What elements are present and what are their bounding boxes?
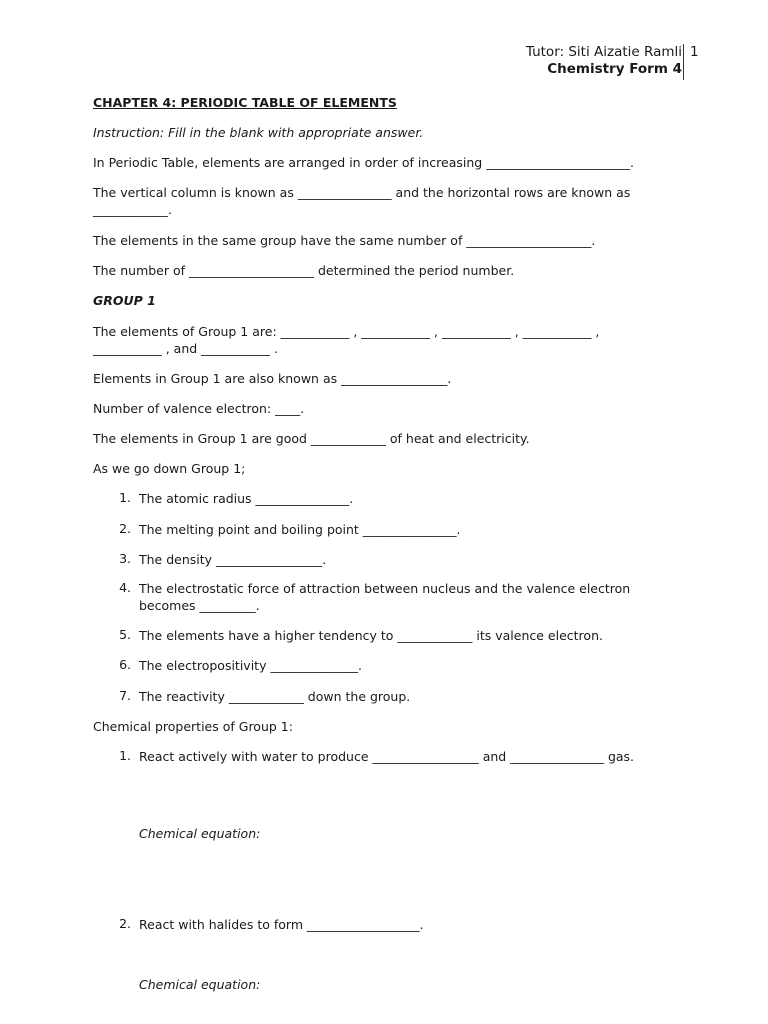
list-number: 2.: [119, 521, 131, 536]
list-number: 7.: [119, 688, 131, 703]
instruction: Instruction: Fill in the blank with appropriate answer.: [93, 125, 424, 140]
list-text: The electrostatic force of attraction between nucleus and the valence electron becomes _________.: [139, 581, 631, 613]
list-number: 4.: [119, 580, 131, 595]
chemical-equation-label-2: Chemical equation:: [139, 977, 261, 992]
question-2-line-2: ____________.: [93, 202, 172, 217]
chemical-properties-heading: Chemical properties of Group 1:: [93, 719, 293, 734]
chemical-equation-label-1: Chemical equation:: [139, 826, 261, 841]
group1-q5: As we go down Group 1;: [93, 461, 246, 476]
header-tutor-block: [526, 44, 682, 78]
question-2-line-1: The vertical column is known as _______________ and the horizontal rows are known as: [93, 185, 631, 200]
group1-q2: Elements in Group 1 are also known as _________________.: [93, 371, 452, 386]
group1-q1-line-2: ___________ , and ___________ .: [93, 341, 278, 356]
list-text: The elements have a higher tendency to ____________ its valence electron.: [139, 628, 603, 643]
group1-q3: Number of valence electron: ____.: [93, 401, 305, 416]
chapter-title: CHAPTER 4: PERIODIC TABLE OF ELEMENTS: [93, 95, 397, 110]
question-1: In Periodic Table, elements are arranged in order of increasing _______________________.: [93, 155, 634, 170]
subject-form: Chemistry Form 4: [547, 61, 682, 77]
page-number: 1: [690, 44, 699, 60]
list-number: 1.: [119, 490, 131, 505]
list-text: The electropositivity ______________.: [139, 658, 362, 673]
list-number: 5.: [119, 627, 131, 642]
list-text: The reactivity ____________ down the group.: [139, 689, 411, 704]
header-divider: [683, 44, 684, 80]
list-text: React actively with water to produce _________________ and _______________ gas.: [139, 749, 635, 764]
list-number: 1.: [119, 748, 131, 763]
question-4: The number of ____________________ determined the period number.: [93, 263, 515, 278]
list-number: 3.: [119, 551, 131, 566]
list-text: React with halides to form __________________.: [139, 917, 424, 932]
group1-q1-line-1: The elements of Group 1 are: ___________ , ___________ , ___________ , ___________ ,: [93, 324, 600, 339]
list-text: The melting point and boiling point _______________.: [139, 522, 461, 537]
question-3: The elements in the same group have the same number of ____________________.: [93, 233, 596, 248]
tutor-name: Tutor: Siti Aizatie Ramli: [525, 44, 682, 60]
list-text: The density _________________.: [139, 552, 327, 567]
group1-heading: GROUP 1: [93, 293, 156, 308]
list-number: 2.: [119, 916, 131, 931]
list-text: The atomic radius _______________.: [139, 491, 354, 506]
group1-q4: The elements in Group 1 are good ____________ of heat and electricity.: [93, 431, 530, 446]
list-number: 6.: [119, 657, 131, 672]
